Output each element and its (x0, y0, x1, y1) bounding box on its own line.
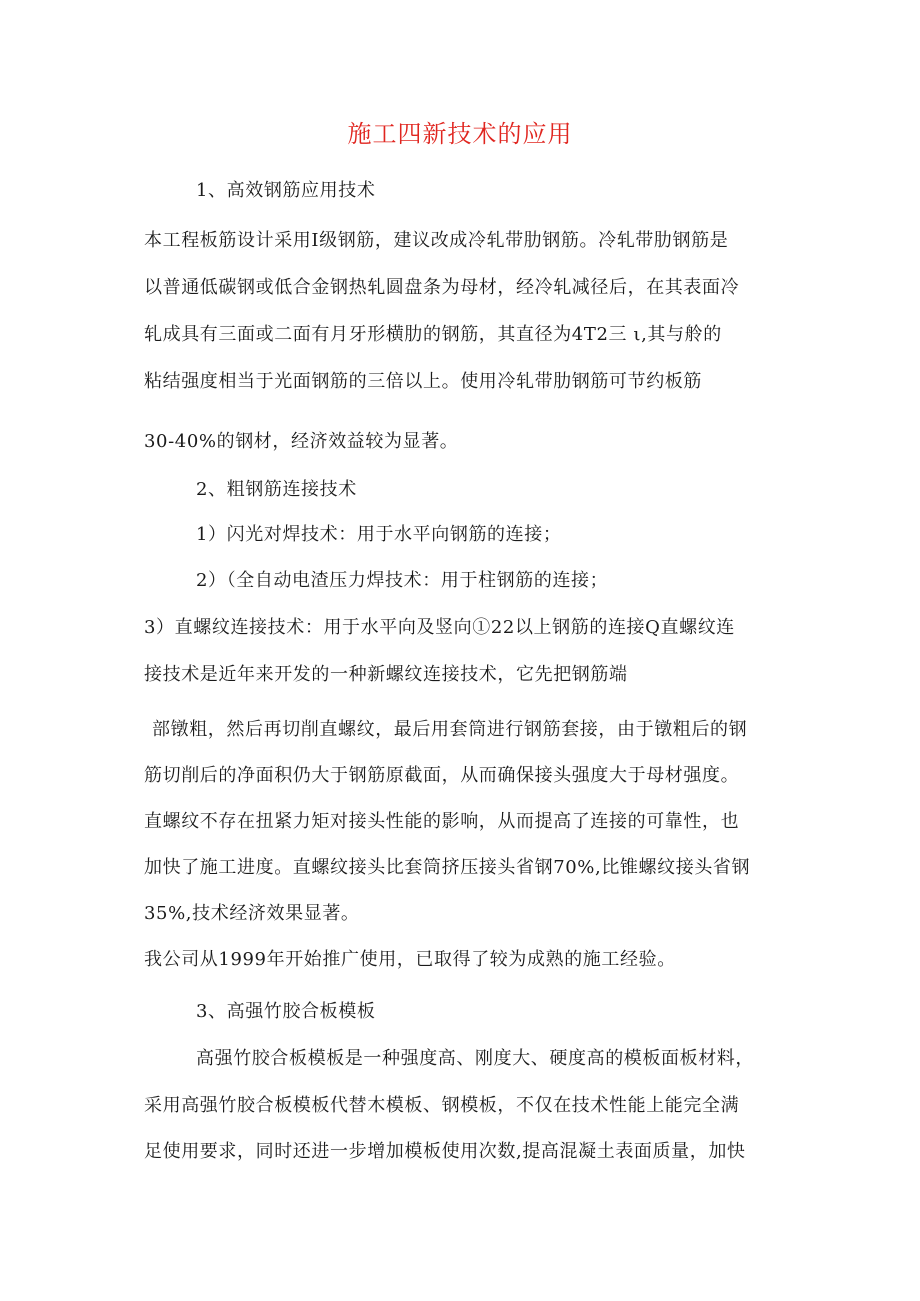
list-item: 2）（全自动电渣压力焊技术：用于柱钢筋的连接； (196, 570, 609, 591)
paragraph-line: 部镦粗，然后再切削直螺纹，最后用套筒进行钢筋套接，由于镦粗后的钢 (152, 719, 748, 740)
paragraph-line: 接技术是近年来开发的一种新螺纹连接技术，它先把钢筋端 (144, 664, 628, 685)
paragraph-line: 粘结强度相当于光面钢筋的三倍以上。使用冷轧带肋钢筋可节约板筋 (144, 371, 702, 392)
paragraph-line: 本工程板筋设计采用Ⅰ级钢筋，建议改成冷轧带肋钢筋。冷轧带肋钢筋是 (144, 230, 729, 251)
paragraph-line: 筋切削后的净面积仍大于钢筋原截面，从而确保接头强度大于母材强度。 (144, 765, 740, 786)
paragraph-line: 采用高强竹胶合板模板代替木模板、钢模板，不仅在技术性能上能完全满 (144, 1095, 740, 1116)
list-item: 1）闪光对焊技术：用于水平向钢筋的连接； (196, 524, 562, 545)
paragraph-line: 加快了施工进度。直螺纹接头比套筒挤压接头省钢70%,比锥螺纹接头省钢 (144, 857, 751, 878)
paragraph-line: 我公司从1999年开始推广使用，已取得了较为成熟的施工经验。 (144, 949, 676, 970)
document-title: 施工四新技术的应用 (347, 120, 573, 148)
paragraph-line: 高强竹胶合板模板是一种强度高、刚度大、硬度高的模板面板材料， (196, 1048, 754, 1069)
section-heading-2: 2、粗钢筋连接技术 (196, 479, 357, 500)
paragraph-line: 35%,技术经济效果显著。 (144, 903, 360, 924)
paragraph-line: 足使用要求，同时还进一步增加模板使用次数,提高混凝土表面质量，加快 (144, 1141, 746, 1162)
paragraph-line: 轧成具有三面或二面有月牙形横肋的钢筋，其直径为4T2三 ι,其与舲的 (144, 324, 722, 345)
section-heading-3: 3、高强竹胶合板模板 (196, 1001, 376, 1022)
list-item: 3）直螺纹连接技术：用于水平向及竖向①22以上钢筋的连接Q直螺纹连 (144, 617, 735, 638)
paragraph-line: 直螺纹不存在扭紧力矩对接头性能的影响，从而提高了连接的可靠性，也 (144, 811, 740, 832)
paragraph-line: 以普通低碳钢或低合金钢热轧圆盘条为母材，经冷轧减径后，在其表面冷 (144, 277, 740, 298)
paragraph-line: 30-40%的钢材，经济效益较为显著。 (144, 431, 459, 452)
section-heading-1: 1、高效钢筋应用技术 (196, 180, 376, 201)
